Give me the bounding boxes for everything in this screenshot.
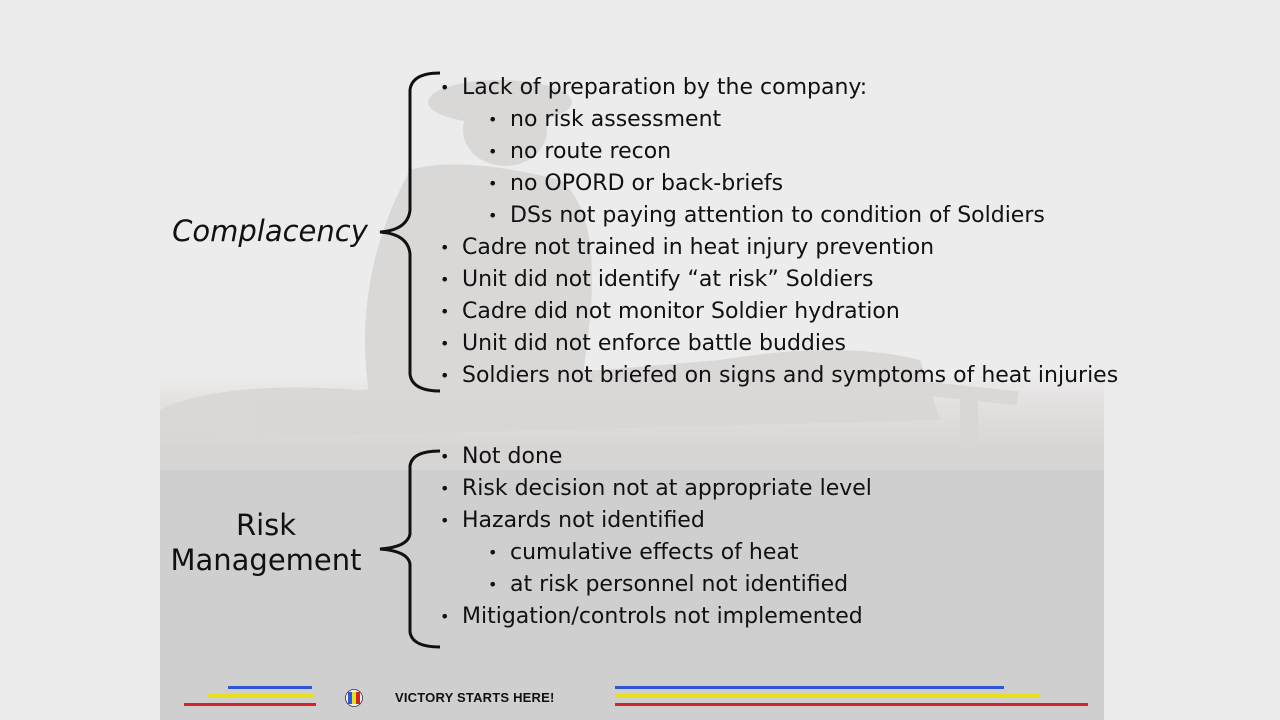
list-item: • Not done [462, 441, 872, 473]
bullet-icon: • [440, 366, 450, 385]
bullet-icon: • [488, 142, 498, 161]
list-item: • Risk decision not at appropriate level [462, 473, 872, 505]
bullet-icon: • [440, 511, 450, 530]
list-item: • at risk personnel not identified [510, 569, 872, 601]
footer-stripe-yellow-left [208, 694, 314, 697]
list-item: • Cadre did not monitor Soldier hydration [462, 296, 1118, 328]
list-item: • Cadre not trained in heat injury prevention [462, 232, 1118, 264]
list-item: • Unit did not identify “at risk” Soldiers [462, 264, 1118, 296]
unit-logo-icon [345, 689, 363, 707]
list-item: • DSs not paying attention to condition of Soldiers [510, 200, 1118, 232]
rifle-magazine-shape [960, 390, 978, 450]
risk-management-bullet-list [440, 441, 872, 633]
list-item: • Hazards not identified [462, 505, 872, 537]
section-label-risk-management [168, 508, 364, 578]
list-item: • Mitigation/controls not implemented [462, 601, 872, 633]
bullet-icon: • [440, 302, 450, 321]
bullet-icon: • [440, 607, 450, 626]
risk-label-line1: Risk [235, 508, 297, 542]
footer-stripe-blue-right [615, 686, 1004, 689]
footer-stripe-blue-left [228, 686, 312, 689]
brace-complacency-icon [372, 70, 442, 394]
list-item: • no OPORD or back-briefs [510, 168, 1118, 200]
bullet-icon: • [440, 479, 450, 498]
brace-risk-management-icon [372, 448, 442, 650]
list-item: • no route recon [510, 136, 1118, 168]
complacency-bullet-list [440, 72, 1119, 392]
list-item: • Lack of preparation by the company: [462, 72, 1118, 104]
footer-stripe-red-left [184, 703, 316, 706]
list-item: • cumulative effects of heat [510, 537, 872, 569]
bullet-icon: • [488, 206, 498, 225]
footer-stripe-yellow-right [615, 694, 1040, 697]
section-label-complacency: Complacency [172, 214, 368, 248]
bullet-icon: • [440, 238, 450, 257]
risk-label-line2: Management [170, 542, 362, 577]
list-item: • no risk assessment [510, 104, 1118, 136]
bullet-icon: • [488, 543, 498, 562]
list-item: • Unit did not enforce battle buddies [462, 328, 1118, 360]
bullet-icon: • [440, 334, 450, 353]
bullet-icon: • [440, 270, 450, 289]
bullet-icon: • [488, 110, 498, 129]
list-item: • Soldiers not briefed on signs and symptoms of heat injuries [462, 360, 1118, 392]
bullet-icon: • [440, 78, 450, 97]
bullet-icon: • [488, 575, 498, 594]
footer-stripe-red-right [615, 703, 1088, 706]
bullet-icon: • [440, 447, 450, 466]
footer-slogan: VICTORY STARTS HERE! [395, 690, 555, 705]
bullet-icon: • [488, 174, 498, 193]
